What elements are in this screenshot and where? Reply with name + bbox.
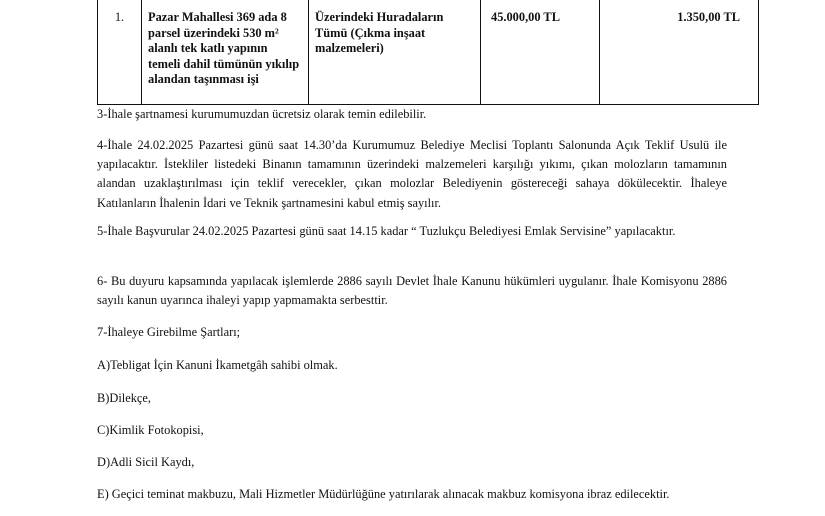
estimated-price: 45.000,00 TL	[481, 0, 600, 105]
paragraph-6: 6- Bu duyuru kapsamında yapılacak işlemlerde 2886 sayılı Devlet İhale Kanunu hükümleri uygulanır. İhale Komisyonu 2886 sayılı kanun uyarınca ihaleyi yapıp yapmamakta serbesttir.	[97, 274, 727, 308]
paragraph-3: 3-İhale şartnamesi kurumumuzdan ücretsiz olarak temin edilebilir.	[97, 107, 427, 121]
provisional-bond: 1.350,00 TL	[600, 0, 759, 105]
row-number: 1.	[98, 0, 142, 105]
paragraph-5: 5-İhale Başvurular 24.02.2025 Pazartesi günü saat 14.15 kadar “ Tuzlukçu Belediyesi Emlak Servisine” yapılacaktır.	[97, 224, 676, 238]
work-description: Pazar Mahallesi 369 ada 8 parsel üzerindeki 530 m² alanlı tek katlı yapının temeli dahil tümünün yıkılıp alandan taşınması işi	[142, 0, 309, 105]
tender-table	[97, 0, 759, 105]
requirement-d: D)Adli Sicil Kaydı,	[97, 455, 195, 469]
requirement-e: E) Geçici teminat makbuzu, Mali Hizmetler Müdürlüğüne yatırılarak alınacak makbuz komisyona ibraz edilecektir.	[97, 487, 670, 501]
paragraph-7-heading: 7-İhaleye Girebilme Şartları;	[97, 325, 241, 339]
requirement-c: C)Kimlik Fotokopisi,	[97, 423, 204, 437]
paragraph-4: 4-İhale 24.02.2025 Pazartesi günü saat 14.30’da Kurumumuz Belediye Meclisi Toplantı Salonunda Açık Teklif Usulü ile yapılacaktır. İstekliler listedeki Binanın tamamının üzerindeki malzemeleri karşılığı yıkımı, çıkan molozların tamamının alandan uzaklaştırılması için teklif verecekler, çıkan molozlar Belediyenin göstereceği sahaya dökülecektir. İhaleye Katılanların İhalenin İdari ve Teknik şartnamesini kabul etmiş sayılır.	[97, 138, 727, 210]
requirement-b: B)Dilekçe,	[97, 391, 152, 405]
requirement-a: A)Tebligat İçin Kanuni İkametgâh sahibi olmak.	[97, 358, 338, 372]
materials-cell: Üzerindeki Huradaların Tümü (Çıkma inşaat malzemeleri)	[309, 0, 481, 105]
table-row	[98, 0, 759, 105]
